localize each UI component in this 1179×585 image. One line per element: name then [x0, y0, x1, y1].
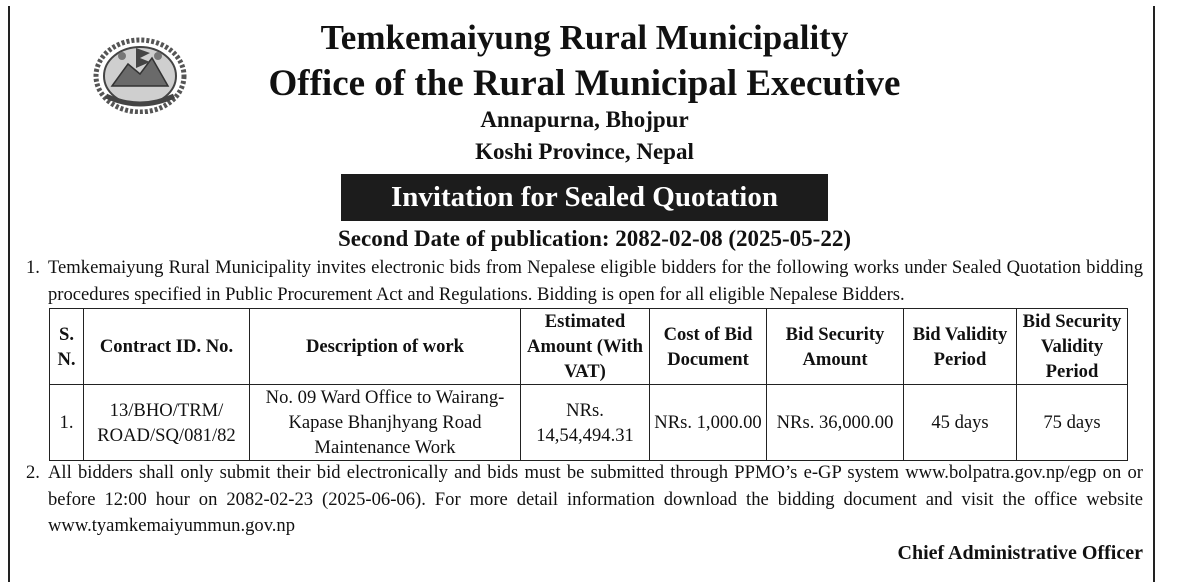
address-line-1: Annapurna, Bhojpur — [480, 107, 689, 132]
cell-sn: 1. — [50, 385, 84, 461]
cell-bid-validity: 45 days — [904, 385, 1017, 461]
col-security-validity: Bid Security Validity Period — [1017, 309, 1128, 385]
col-estimated-amount: Estimated Amount (With VAT) — [521, 309, 650, 385]
col-bid-validity: Bid Validity Period — [904, 309, 1017, 385]
cell-security-validity: 75 days — [1017, 385, 1128, 461]
paragraph-number: 2. — [26, 462, 40, 483]
col-description: Description of work — [250, 309, 521, 385]
paragraph-invitation: Temkemaiyung Rural Municipality invites electronic bids from Nepalese eligible bidders for the following works under Sealed Quotation bidding procedures specified in Public Procurement Act and Regulations. Bidding is open for all eligible Nepalese Bidders. — [48, 257, 1143, 305]
col-bid-security: Bid Security Amount — [767, 309, 904, 385]
paragraph-submission: All bidders shall only submit their bid electronically and bids must be submitted through PPMO’s e-GP system www.bolpatra.gov.np/egp on or before 12:00 hour on 2082-02-23 (2025-06-06). For more detail information download the bidding document and visit the office website www.tyamkemaiyummun.gov.np — [48, 462, 1143, 536]
address-line-2: Koshi Province, Nepal — [475, 139, 694, 164]
cell-contract-id: 13/BHO/TRM/ ROAD/SQ/081/82 — [84, 385, 250, 461]
publication-date: Second Date of publication: 2082-02-08 (2025-05-22) — [338, 226, 851, 251]
col-sn: S. N. — [50, 309, 84, 385]
col-contract-id: Contract ID. No. — [84, 309, 250, 385]
notice-title-banner: Invitation for Sealed Quotation — [341, 174, 828, 221]
office-title: Office of the Rural Municipal Executive — [268, 63, 901, 104]
table-row — [50, 385, 1128, 461]
table-header-row — [50, 309, 1128, 385]
cell-estimated-amount: NRs. 14,54,494.31 — [521, 385, 650, 461]
cell-bid-security: NRs. 36,000.00 — [767, 385, 904, 461]
col-cost-bid-document: Cost of Bid Document — [650, 309, 767, 385]
cell-description: No. 09 Ward Office to Wairang-Kapase Bhanjhyang Road Maintenance Work — [250, 385, 521, 461]
bid-table — [49, 308, 1128, 461]
municipality-title: Temkemaiyung Rural Municipality — [320, 18, 849, 57]
cell-cost-bid-document: NRs. 1,000.00 — [650, 385, 767, 461]
paragraph-number: 1. — [26, 257, 40, 278]
signature-title: Chief Administrative Officer — [897, 542, 1143, 564]
